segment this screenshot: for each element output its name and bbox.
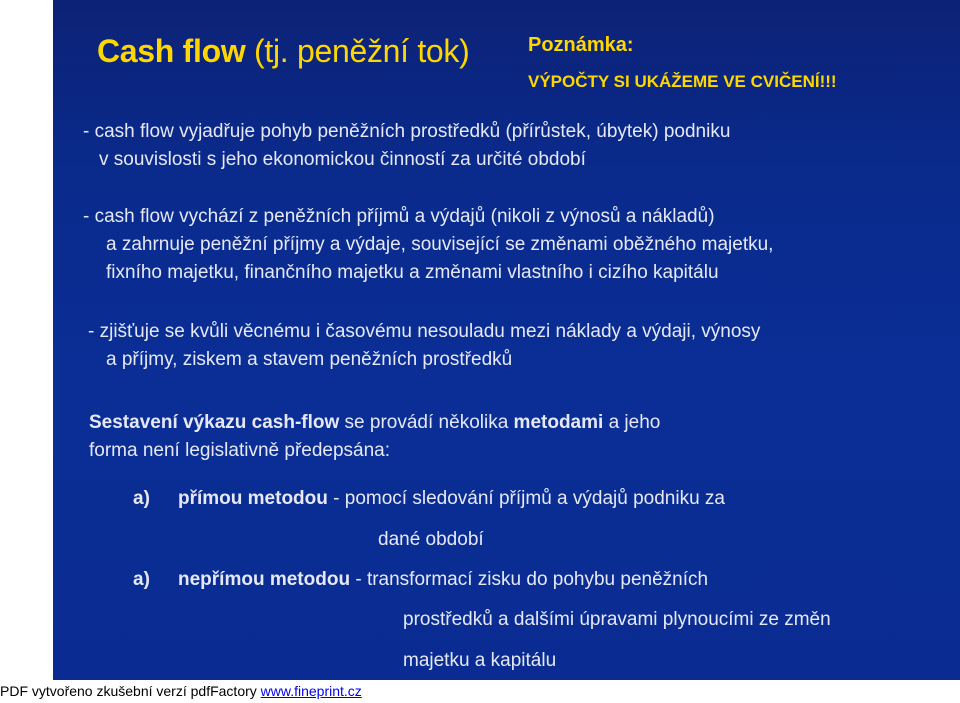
title-parenthetical: (tj. peněžní tok) [254,33,470,69]
note-heading: Poznámka: [528,34,634,56]
fineprint-link[interactable]: www.fineprint.cz [260,683,362,699]
methods-intro-line-2: forma není legislativně předepsána: [89,440,391,461]
method-direct-cont-1: dané období [378,529,484,550]
method-direct-marker: a) [133,488,150,509]
bullet-3-line-2: a příjmy, ziskem a stavem peněžních prostředků [106,349,513,370]
slide-title: Cash flow (tj. peněžní tok) [97,33,470,69]
bullet-1-line-2: v souvislosti s jeho ekonomickou činností za určité období [99,149,586,170]
method-indirect-cont-1: prostředků a dalšími úpravami plynoucími ze změn [403,609,831,630]
bullet-3-line-1: - zjišťuje se kvůli věcnému i časovému nesouladu mezi náklady a výdaji, výnosy [88,321,761,342]
bullet-2-line-3: fixního majetku, finančního majetku a změnami vlastního i cizího kapitálu [106,262,719,283]
method-indirect: nepřímou metodou - transformací zisku do pohybu peněžních [178,569,709,590]
bullet-1-line-1: - cash flow vyjadřuje pohyb peněžních prostředků (přírůstek, úbytek) podniku [83,121,731,142]
note-text: VÝPOČTY SI UKÁŽEME VE CVIČENÍ!!! [528,72,837,91]
bullet-2-line-2: a zahrnuje peněžní příjmy a výdaje, související se změnami oběžného majetku, [106,234,774,255]
pdf-footer: PDF vytvořeno zkušební verzí pdfFactory www.fineprint.cz [0,683,362,699]
method-indirect-marker: a) [133,569,150,590]
method-indirect-cont-2: majetku a kapitálu [403,650,557,671]
slide [53,0,960,680]
methods-intro-line-1: Sestavení výkazu cash-flow se provádí několika metodami a jeho [89,412,661,433]
method-direct: přímou metodou - pomocí sledování příjmů a výdajů podniku za [178,488,725,509]
bullet-2-line-1: - cash flow vychází z peněžních příjmů a výdajů (nikoli z výnosů a nákladů) [83,206,715,227]
